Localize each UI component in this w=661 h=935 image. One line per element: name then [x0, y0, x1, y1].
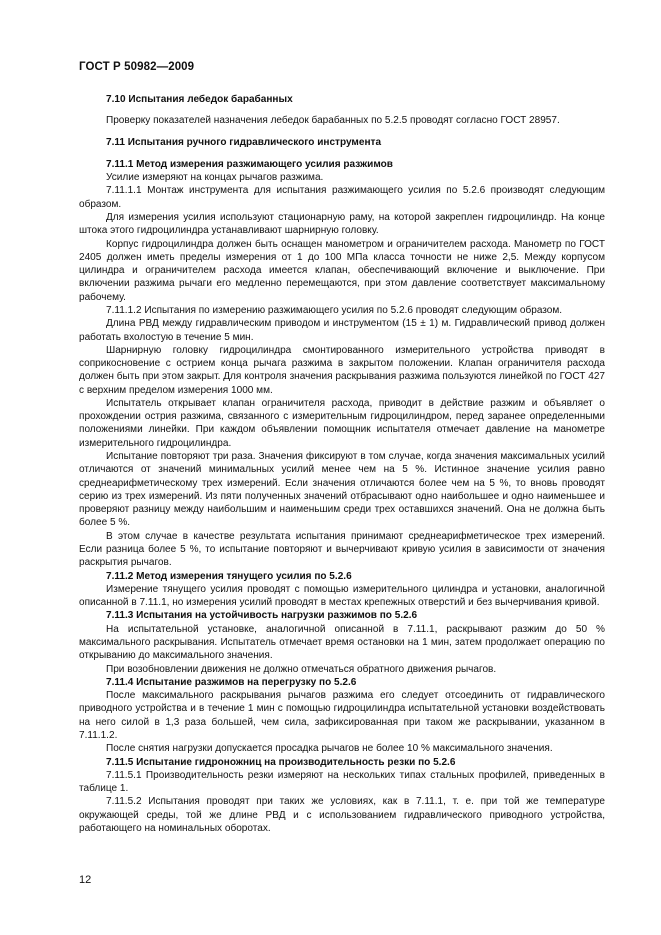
paragraph: При возобновлении движения не должно отмечаться обратного движения рычагов. [106, 663, 497, 675]
section-heading: 7.10 Испытания лебедок барабанных [106, 94, 293, 105]
subsection-heading: 7.11.5 Испытание гидроножниц на производительность резки по 5.2.6 [106, 756, 456, 768]
paragraph: Корпус гидроцилиндра должен быть оснащен манометром и ограничителем расхода. Манометр по ГОСТ 2405 должен иметь пределы измерения от 1 до 100 МПа класса точности не ниже 2,5. Между корпусом цилиндра и ограничителем расхода имеется клапан, обеспечивающий включение и выключение. При включении разжима рычаги его медленно перемещаются, при этом давление соответствует максимальному рабочему. [79, 238, 605, 303]
paragraph: Испытание повторяют три раза. Значения фиксируют в том случае, когда значения максимальных усилий отличаются от значений минимальных усилий менее чем на 5 %. Истинное значение усилия равно среднеарифметическому трех измерений. Если значения отличаются более чем на 5 %, то вновь проводят серию из трех измерений. Из пяти полученных значений отбрасывают одно наибольшее и одно наименьшее и проверяют разницу между наибольшим и наименьшим среди трех оставшихся значений. Она не должна быть более 5 %. [79, 451, 605, 529]
paragraph: На испытательной установке, аналогичной описанной в 7.11.1, раскрывают разжим до 50 % максимального раскрывания. Испытатель отмечает время остановки на 1 мин, затем продолжает операцию по открыванию до максимального значения. [79, 623, 605, 662]
paragraph: Проверку показателей назначения лебедок барабанных по 5.2.5 проводят согласно ГОСТ 28957. [106, 115, 560, 127]
document-code: ГОСТ Р 50982—2009 [79, 61, 195, 73]
paragraph: Шарнирную головку гидроцилиндра смонтированного измерительного устройства приводят в соприкосновение с острием конца рычага разжима в закрытом положении. Клапан ограничителя расхода должен быть при этом закрыт. Для контроля значения раскрывания разжима пользуются линейкой по ГОСТ 427 с верхним пределом измерения 1000 мм. [79, 344, 605, 396]
paragraph: Для измерения усилия используют стационарную раму, на которой закреплен гидроцилиндр. На конце штока этого гидроцилиндра устанавливают шарнирную головку. [79, 211, 605, 237]
paragraph: Усилие измеряют на концах рычагов разжима. [106, 172, 324, 184]
subsection-heading: 7.11.1 Метод измерения разжимающего усилия разжимов [106, 158, 393, 170]
subsection-heading: 7.11.2 Метод измерения тянущего усилия по 5.2.6 [106, 570, 352, 582]
paragraph: Испытатель открывает клапан ограничителя расхода, приводит в действие разжим и объявляет о прохождении острия разжима, связанного с измерительным гидроцилиндром, перед заранее определенными положениями линейки. При каждом объявлении помощник испытателя отмечает давление на манометре измерительного гидроцилиндра. [79, 397, 605, 449]
paragraph: После максимального раскрывания рычагов разжима его следует отсоединить от гидравлического приводного устройства и в течение 1 мин с помощью гидроцилиндра испытательной установки воздействовать на него силой в 1,3 раза большей, чем сила, зафиксированная при таком же раскрывании, указанном в 7.11.1.2. [79, 690, 605, 741]
paragraph: Измерение тянущего усилия проводят с помощью измерительного цилиндра и установки, аналогичной описанной в 7.11.1, но измерения усилий проводят в местах крепежных отверстий и без вычерчивания кривой. [79, 583, 605, 609]
page-number: 12 [79, 874, 92, 886]
paragraph: 7.11.1.1 Монтаж инструмента для испытания разжимающего усилия по 5.2.6 производят следующим образом. [79, 185, 605, 210]
paragraph: В этом случае в качестве результата испытания принимают среднеарифметическое трех измерений. Если разница более 5 %, то испытание повторяют и вычерчивают кривую усилия в зависимости от значения раскрытия рычагов. [79, 530, 605, 569]
paragraph: 7.11.1.2 Испытания по измерению разжимающего усилия по 5.2.6 проводят следующим образом. [106, 304, 563, 316]
section-heading: 7.11 Испытания ручного гидравлического инструмента [106, 136, 382, 148]
subsection-heading: 7.11.3 Испытания на устойчивость нагрузки разжимов по 5.2.6 [106, 610, 418, 622]
paragraph: Длина РВД между гидравлическим приводом и инструментом (15 ± 1) м. Гидравлический привод должен работать вхолостую в течение 5 мин. [79, 318, 605, 343]
paragraph: 7.11.5.1 Производительность резки измеряют на нескольких типах стальных профилей, приведенных в таблице 1. [79, 769, 605, 795]
paragraph: 7.11.5.2 Испытания проводят при таких же условиях, как в 7.11.1, т. е. при той же температуре окружающей среды, той же длине РВД и с использованием гидравлического приводного устройства, работающего на номинальных оборотах. [79, 796, 605, 834]
subsection-heading: 7.11.4 Испытание разжимов на перегрузку по 5.2.6 [106, 676, 357, 688]
document-body [79, 93, 605, 835]
paragraph: После снятия нагрузки допускается просадка рычагов не более 10 % максимального значения. [106, 743, 553, 755]
